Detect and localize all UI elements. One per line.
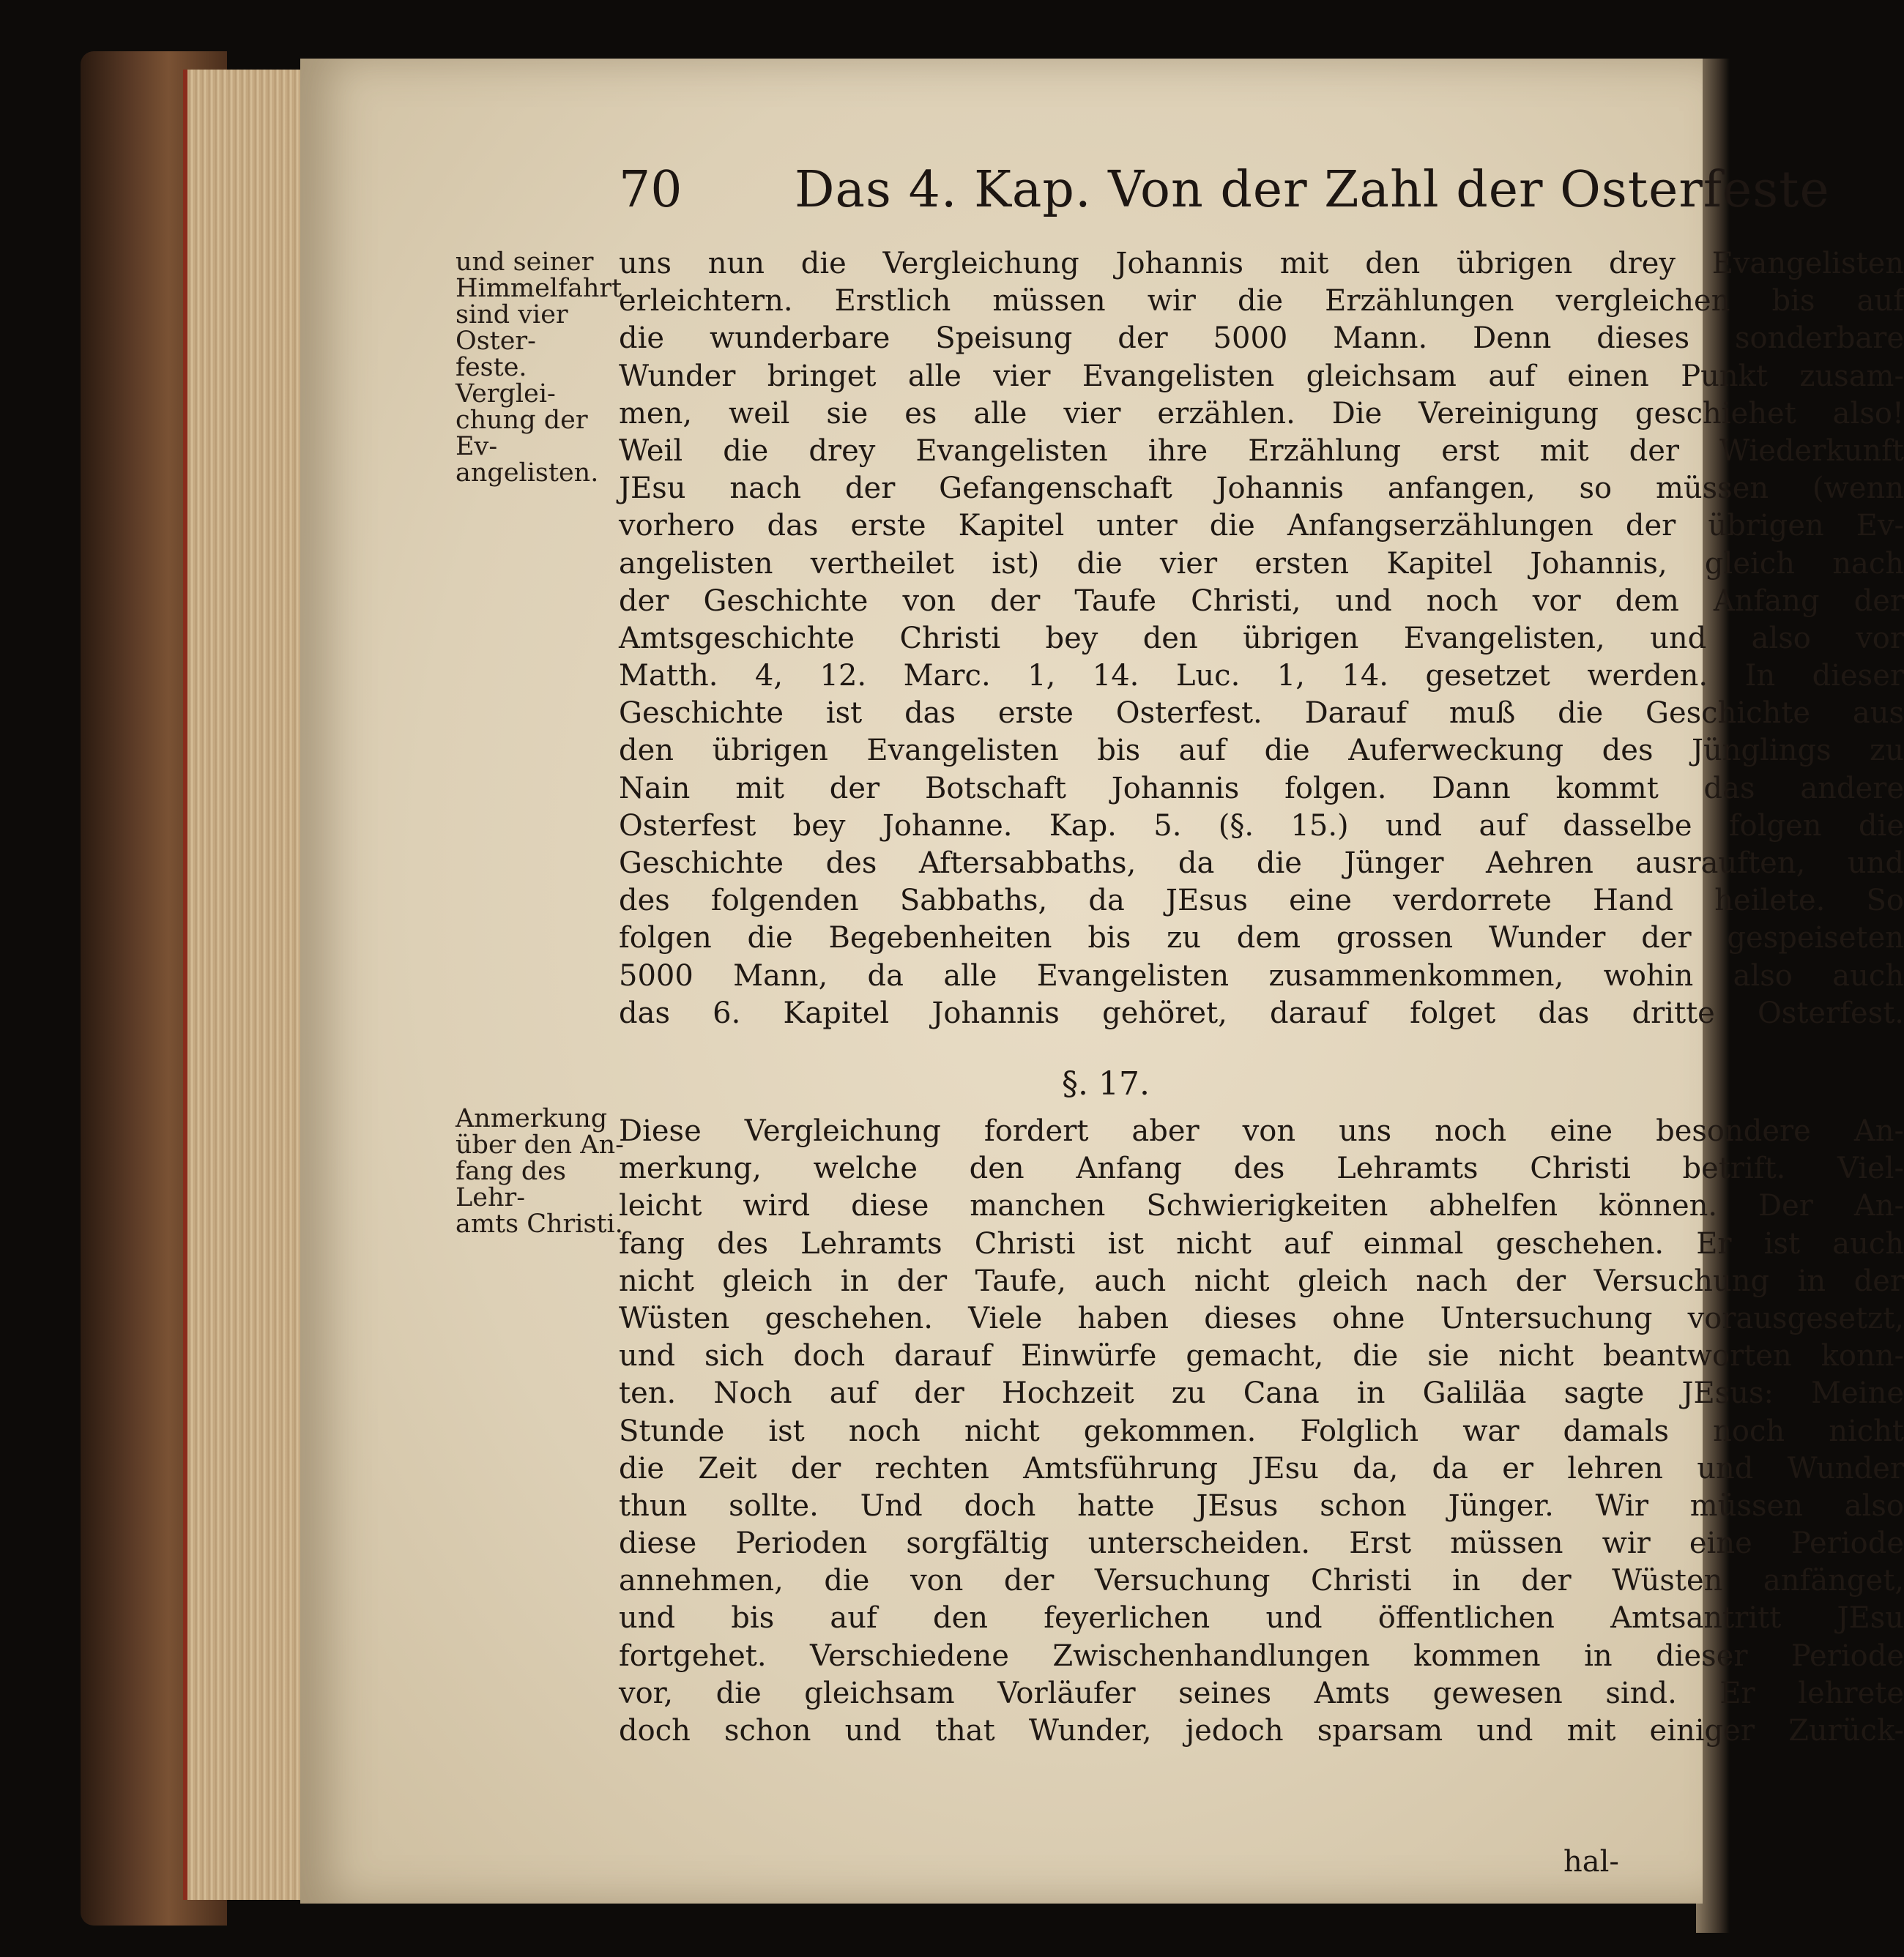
book-page <box>300 59 1904 1904</box>
text-line: folgen die Begebenheiten bis zu dem grossen Wunder der gespeiseten <box>619 921 1904 955</box>
text-line: men, weil sie es alle vier erzählen. Die Vereinigung geschiehet also! <box>619 396 1904 430</box>
margin-note-line: über den An- <box>455 1130 624 1160</box>
margin-note-line: chung der Ev- <box>455 406 588 461</box>
text-line: thun sollte. Und doch hatte JEsus schon Jünger. Wir müssen also <box>619 1488 1904 1523</box>
text-line: 5000 Mann, da alle Evangelisten zusammenkommen, wohin also auch <box>619 958 1904 993</box>
margin-note-line: fang des Lehr- <box>455 1157 566 1212</box>
margin-note-line: angelisten. <box>455 458 599 488</box>
text-line: Stunde ist noch nicht gekommen. Folglich war damals noch nicht <box>619 1414 1904 1448</box>
text-line: den übrigen Evangelisten bis auf die Auferweckung des Jünglings zu <box>619 734 1904 768</box>
text-line: das 6. Kapitel Johannis gehöret, darauf folget das dritte Osterfest. <box>619 996 1904 1030</box>
text-line: die wunderbare Speisung der 5000 Mann. Denn dieses sonderbare <box>619 321 1904 356</box>
text-line: Geschichte ist das erste Osterfest. Darauf muß die Geschichte aus <box>619 696 1904 731</box>
margin-note-anmerkung <box>455 1106 624 1237</box>
margin-note-line: Himmelfahrt <box>455 274 622 303</box>
margin-note-line: feste. Verglei- <box>455 353 556 409</box>
page-edges <box>183 70 305 1900</box>
text-line: die Zeit der rechten Amtsführung JEsu da, da er lehren und Wunder <box>619 1451 1904 1486</box>
text-line: vor, die gleichsam Vorläufer seines Amts gewesen sind. Er lehrete <box>619 1676 1904 1710</box>
text-line: fortgehet. Verschiedene Zwischenhandlungen kommen in dieser Periode <box>619 1639 1904 1673</box>
text-line: erleichtern. Erstlich müssen wir die Erzählungen vergleichen bis auf <box>619 284 1904 318</box>
text-line: Diese Vergleichung fordert aber von uns noch eine besondere An- <box>619 1114 1904 1148</box>
text-line: Wunder bringet alle vier Evangelisten gleichsam auf einen Punkt zusam- <box>619 359 1904 393</box>
text-line: Wüsten geschehen. Viele haben dieses ohne Untersuchung vorausgesetzt, <box>619 1301 1904 1335</box>
text-line: Geschichte des Aftersabbaths, da die Jünger Aehren ausrauften, und <box>619 846 1904 880</box>
text-line: diese Perioden sorgfältig unterscheiden. Erst müssen wir eine Periode <box>619 1527 1904 1561</box>
text-line: und bis auf den feyerlichen und öffentlichen Amtsantritt JEsu <box>619 1601 1904 1636</box>
text-line: fang des Lehramts Christi ist nicht auf einmal geschehen. Er ist auch <box>619 1226 1904 1261</box>
page-header <box>300 161 1830 242</box>
running-title: Das 4. Kap. Von der Zahl der Osterfeste <box>795 161 1830 219</box>
text-line: annehmen, die von der Versuchung Christi in der Wüsten anfänget, <box>619 1564 1904 1598</box>
text-line: merkung, welche den Anfang des Lehramts Christi betrift. Viel- <box>619 1152 1904 1186</box>
text-line: des folgenden Sabbaths, da JEsus eine verdorrete Hand heilete. So <box>619 884 1904 918</box>
text-line: angelisten vertheilet ist) die vier ersten Kapitel Johannis, gleich nach <box>619 546 1904 581</box>
text-line: ten. Noch auf der Hochzeit zu Cana in Galiläa sagte JEsus: Meine <box>619 1376 1904 1411</box>
text-line: Nain mit der Botschaft Johannis folgen. Dann kommt das andere <box>619 771 1904 805</box>
text-line: Matth. 4, 12. Marc. 1, 14. Luc. 1, 14. gesetzet werden. In dieser <box>619 659 1904 693</box>
page-number: 70 <box>619 161 683 219</box>
text-line: Amtsgeschichte Christi bey den übrigen Evangelisten, und also vor <box>619 621 1904 655</box>
text-line: nicht gleich in der Taufe, auch nicht gleich nach der Versuchung in der <box>619 1264 1904 1298</box>
text-line: und sich doch darauf Einwürfe gemacht, die sie nicht beantworten konn- <box>619 1339 1904 1373</box>
text-line: uns nun die Vergleichung Johannis mit den übrigen drey Evangelisten <box>619 247 1904 280</box>
margin-note-line: sind vier Oster- <box>455 300 568 356</box>
text-line: der Geschichte von der Taufe Christi, und noch vor dem Anfang der <box>619 584 1904 618</box>
margin-note-osterfeste <box>455 249 624 486</box>
margin-note-line: Anmerkung <box>455 1104 608 1133</box>
paragraph-1 <box>619 245 1904 1032</box>
text-line: vorhero das erste Kapitel unter die Anfangserzählungen der übrigen Ev- <box>619 509 1904 543</box>
section-heading: §. 17. <box>1062 1065 1150 1103</box>
text-line: doch schon und that Wunder, jedoch sparsam und mit einiger Zurück- <box>619 1714 1904 1748</box>
text-line: JEsu nach der Gefangenschaft Johannis anfangen, so müssen (wenn <box>619 471 1904 506</box>
text-line: Osterfest bey Johanne. Kap. 5. (§. 15.) und auf dasselbe folgen die <box>619 808 1904 843</box>
text-line: leicht wird diese manchen Schwierigkeiten abhelfen können. Der An- <box>619 1189 1904 1223</box>
catchword: hal- <box>1563 1845 1619 1879</box>
paragraph-2 <box>619 1113 1904 1750</box>
text-line: Weil die drey Evangelisten ihre Erzählung erst mit der Wiederkunft <box>619 433 1904 468</box>
margin-note-line: und seiner <box>455 247 594 277</box>
margin-note-line: amts Christi. <box>455 1209 623 1239</box>
